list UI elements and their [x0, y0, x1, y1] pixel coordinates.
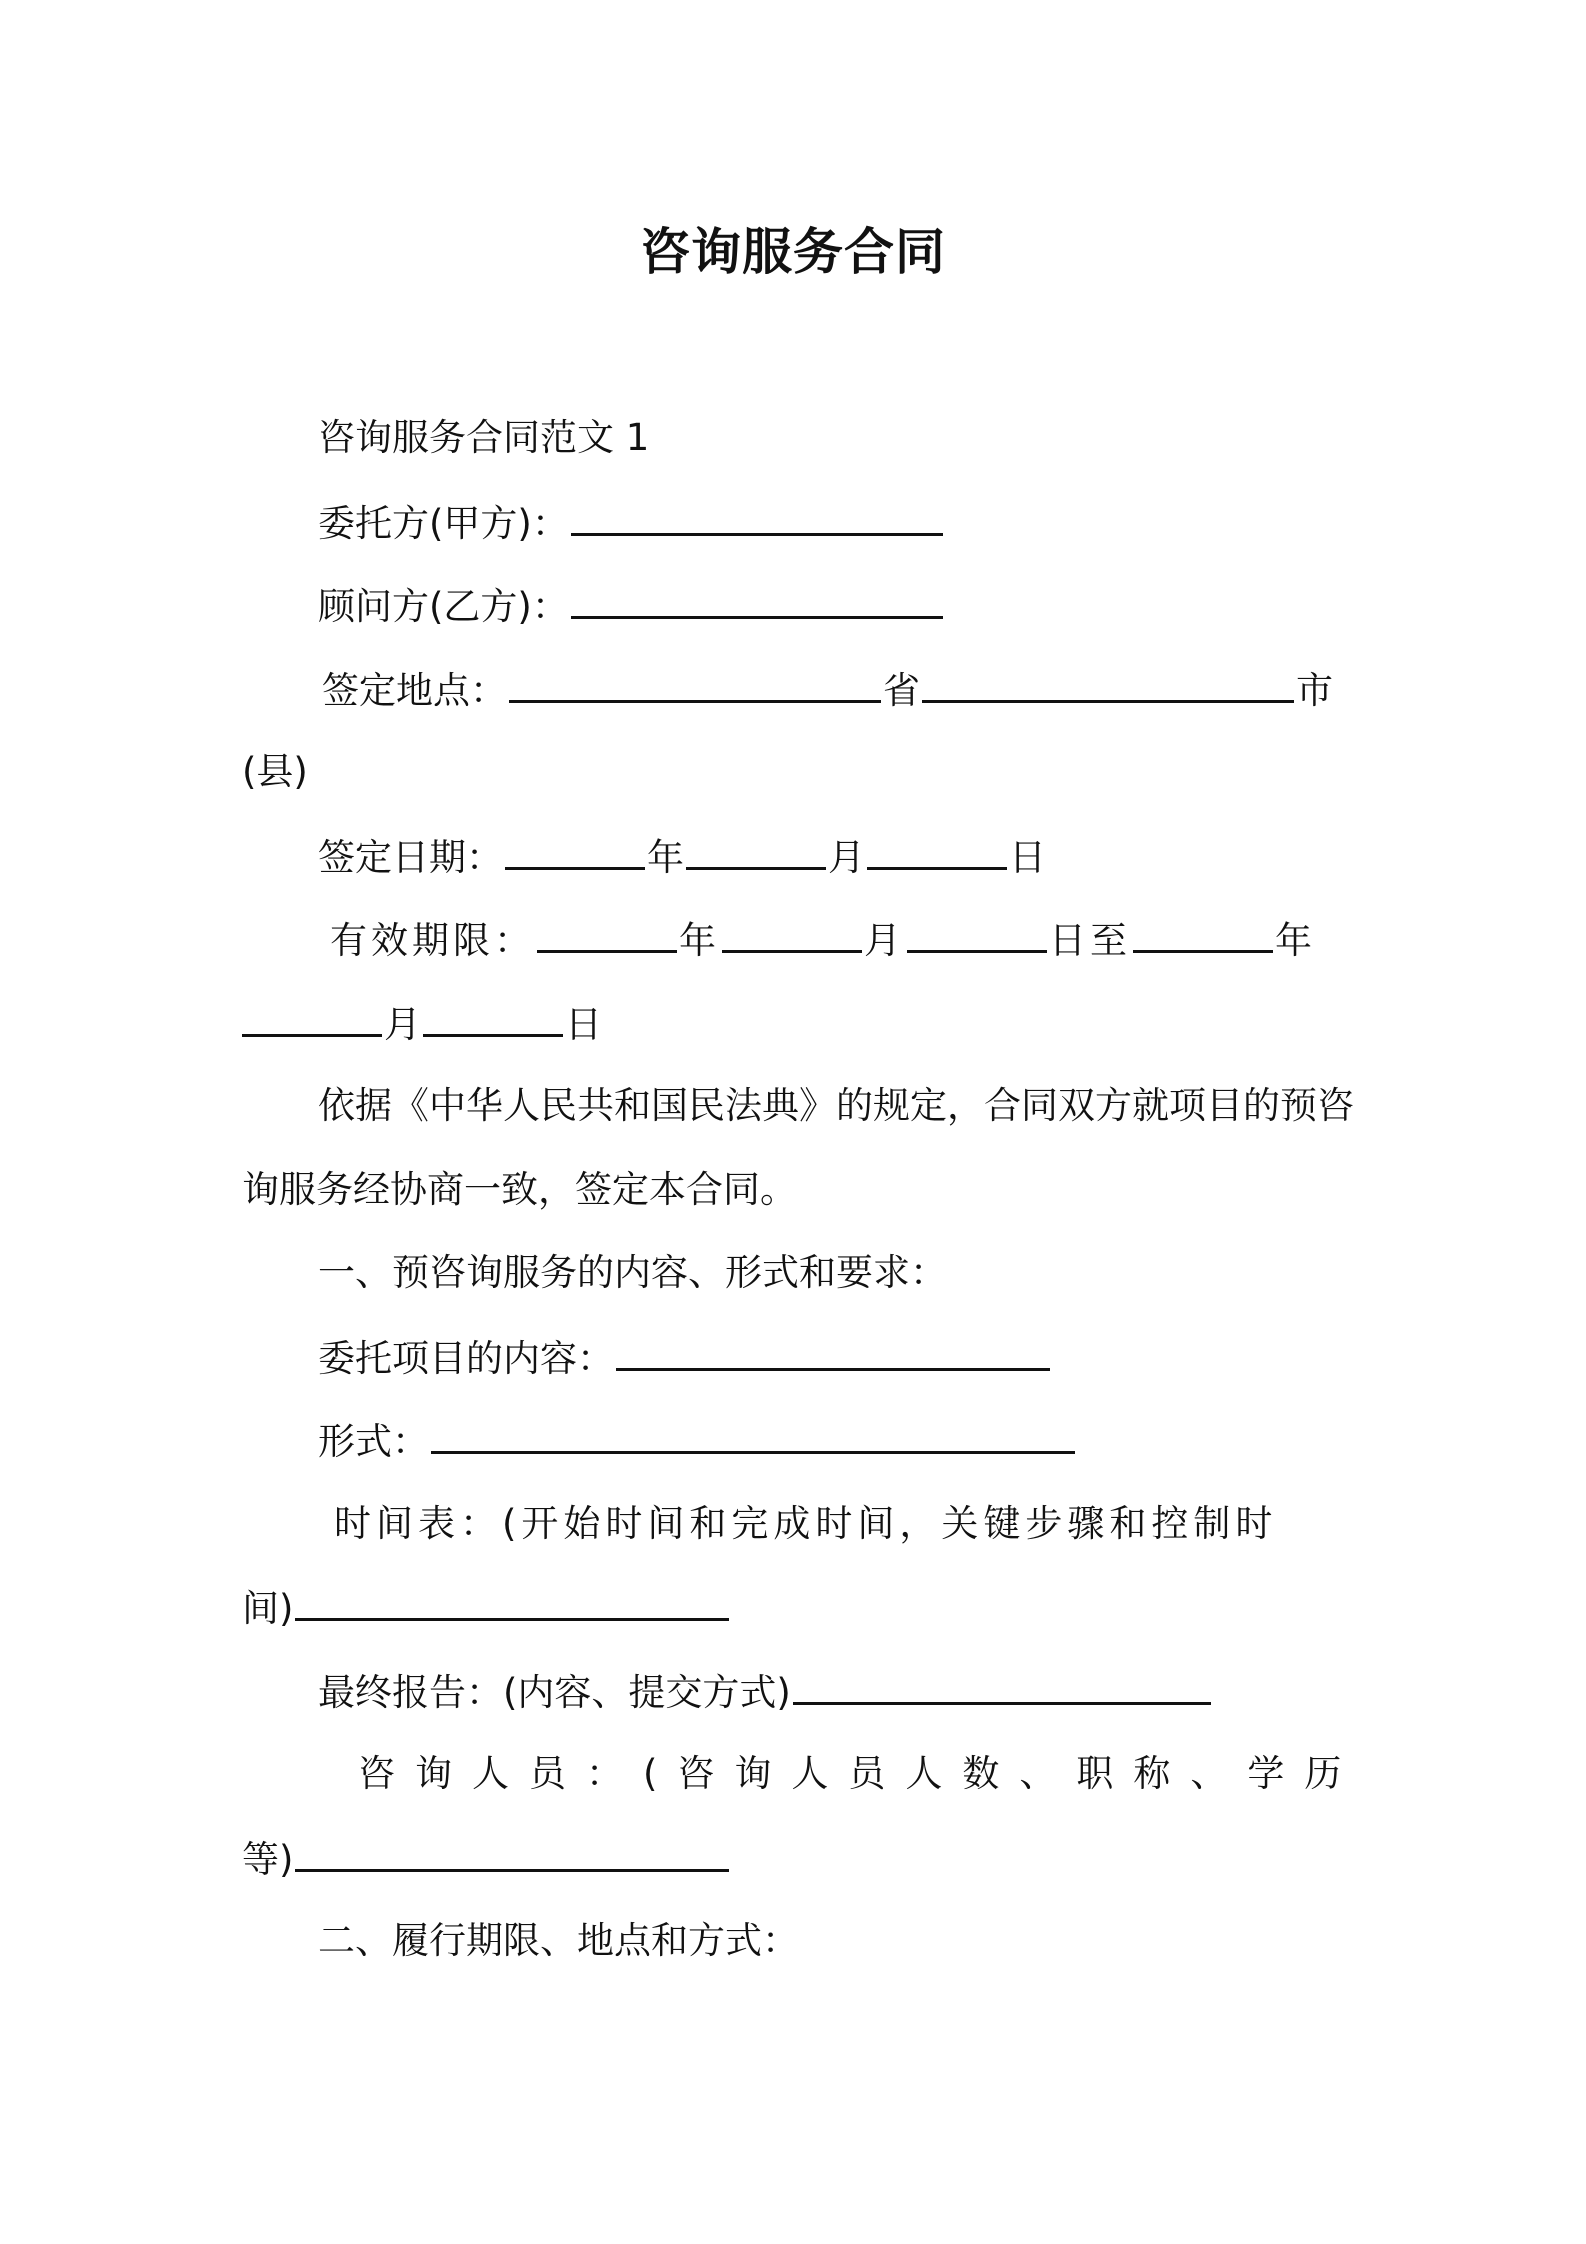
validity-end-month: 月: [384, 1003, 421, 1046]
sign-day: 日: [1009, 836, 1046, 879]
basis-text-2: 询服务经协商一致，签定本合同。: [242, 1168, 797, 1211]
sign-month: 月: [828, 836, 865, 879]
validity-year: 年: [679, 919, 720, 962]
staff-line-1: [358, 1749, 1361, 1799]
sign-date-label: 签定日期：: [318, 836, 503, 879]
report-line: [318, 1666, 1213, 1718]
sign-year: 年: [647, 836, 684, 879]
subtitle-text: 咨询服务合同范文 1: [318, 416, 650, 459]
place-province: 省: [883, 669, 920, 712]
form-line: [318, 1415, 1077, 1467]
validity-year-blank[interactable]: [537, 914, 677, 953]
staff-blank[interactable]: [295, 1833, 729, 1872]
client-line: [318, 497, 945, 549]
section-2-heading-text: 二、履行期限、地点和方式：: [318, 1919, 799, 1962]
document-title: 咨询服务合同: [640, 223, 946, 281]
validity-label: 有效期限：: [330, 919, 535, 962]
schedule-line-1: [334, 1499, 1277, 1549]
validity-day-to: 日至: [1049, 919, 1131, 962]
validity-end-day: 日: [565, 1003, 602, 1046]
schedule-text-2: 间): [242, 1587, 294, 1630]
staff-text-1: 咨询人员：(咨询人员人数、职称、学历: [358, 1752, 1362, 1795]
schedule-blank[interactable]: [295, 1582, 729, 1621]
validity-end-month-blank[interactable]: [242, 998, 382, 1037]
staff-line-2: [242, 1833, 731, 1885]
sign-day-blank[interactable]: [867, 831, 1007, 870]
client-label: 委托方(甲方)：: [318, 502, 569, 545]
validity-end-day-blank[interactable]: [423, 998, 563, 1037]
validity-line: [330, 914, 1316, 966]
place-blank-2[interactable]: [922, 664, 1294, 703]
place-city: 市: [1296, 669, 1333, 712]
validity-line-2: [242, 998, 602, 1050]
report-label: 最终报告：(内容、提交方式): [318, 1671, 791, 1714]
sign-date-line: [318, 831, 1046, 883]
consultant-blank[interactable]: [571, 580, 943, 619]
basis-paragraph-line-1: [318, 1081, 1354, 1131]
validity-end-year: 年: [1275, 919, 1316, 962]
schedule-text-1: 时间表：(开始时间和完成时间，关键步骤和控制时: [334, 1502, 1278, 1545]
section-1-heading: [318, 1248, 947, 1298]
section-2-heading: [318, 1916, 799, 1966]
schedule-line-2: [242, 1582, 731, 1634]
place-line: [322, 664, 1333, 716]
report-blank[interactable]: [793, 1666, 1211, 1705]
place-blank-1[interactable]: [509, 664, 881, 703]
content-line: [318, 1332, 1052, 1384]
consultant-line: [318, 580, 945, 632]
basis-paragraph-line-2: [242, 1165, 797, 1215]
subtitle: [318, 413, 649, 463]
basis-text-1: 依据《中华人民共和国民法典》的规定，合同双方就项目的预咨: [318, 1084, 1354, 1127]
place-county: (县): [242, 750, 308, 793]
client-blank[interactable]: [571, 497, 943, 536]
form-label: 形式：: [318, 1420, 429, 1463]
staff-text-2: 等): [242, 1838, 294, 1881]
content-label: 委托项目的内容：: [318, 1337, 614, 1380]
validity-month-blank[interactable]: [722, 914, 862, 953]
sign-year-blank[interactable]: [505, 831, 645, 870]
content-blank[interactable]: [616, 1332, 1050, 1371]
form-blank[interactable]: [431, 1415, 1075, 1454]
place-label: 签定地点：: [322, 669, 507, 712]
sign-month-blank[interactable]: [686, 831, 826, 870]
validity-day-blank[interactable]: [907, 914, 1047, 953]
validity-end-year-blank[interactable]: [1133, 914, 1273, 953]
consultant-label: 顾问方(乙方)：: [318, 585, 569, 628]
place-county-line: [242, 747, 308, 797]
validity-month: 月: [864, 919, 905, 962]
section-1-heading-text: 一、预咨询服务的内容、形式和要求：: [318, 1251, 947, 1294]
